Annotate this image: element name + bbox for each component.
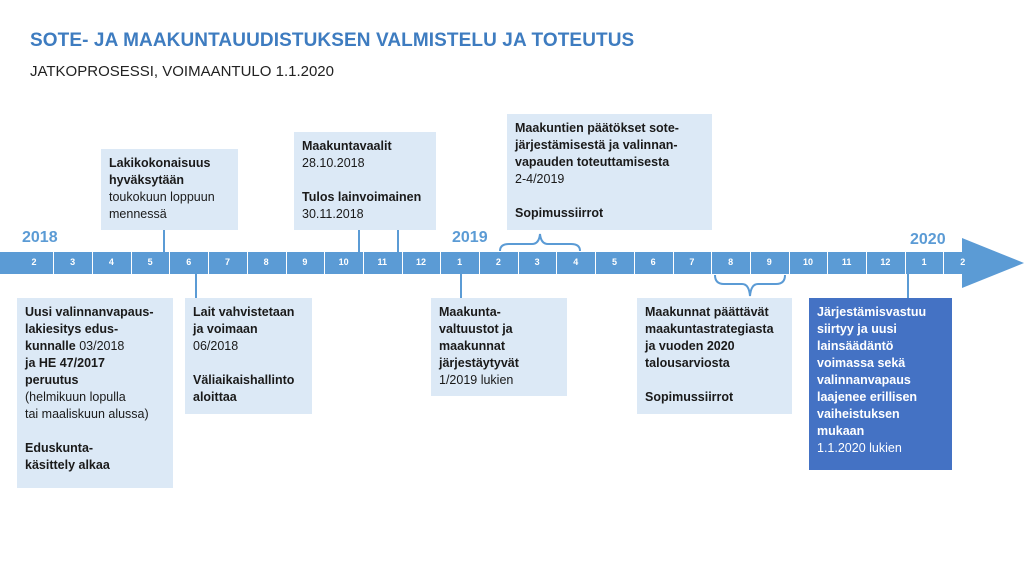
event-line: peruutus [25, 373, 79, 387]
event-line: vapauden toteuttamisesta [515, 155, 670, 169]
event-box-lakikokonaisuus [101, 149, 238, 230]
month-label: 6 [186, 257, 192, 267]
event-box-jarjestamisvastuu [809, 298, 952, 470]
event-line: 1/2019 lukien [439, 373, 514, 387]
event-line: laajenee erillisen [817, 390, 918, 404]
event-line [515, 188, 704, 205]
event-line: Lakikokonaisuus [109, 156, 211, 170]
event-line [193, 355, 304, 372]
month-label: 2 [495, 257, 501, 267]
year-label-2020: 2020 [910, 231, 946, 248]
event-line [25, 423, 165, 440]
event-box-maakuntien-paatokset [507, 114, 712, 230]
event-line: Järjestämisvastuu [817, 305, 927, 319]
connector-maakuntavaltuustot [460, 274, 462, 298]
month-tick [92, 252, 93, 274]
event-line [645, 372, 784, 389]
event-line: maakuntastrategiasta [645, 322, 774, 336]
event-line: järjestäytyvät [439, 356, 519, 370]
event-line: ja vuoden 2020 [645, 339, 735, 353]
month-tick [866, 252, 867, 274]
page-subtitle: JATKOPROSESSI, VOIMAANTULO 1.1.2020 [30, 63, 334, 80]
event-line: Sopimussiirrot [515, 206, 604, 220]
month-tick [905, 252, 906, 274]
event-line: 2-4/2019 [515, 172, 565, 186]
year-label-2018: 2018 [22, 229, 58, 246]
month-label: 7 [689, 257, 695, 267]
event-line: Lait vahvistetaan [193, 305, 295, 319]
event-line: järjestämisestä ja valinnan- [515, 138, 678, 152]
event-line: (helmikuun lopulla [25, 390, 126, 404]
event-line: käsittely alkaa [25, 458, 110, 472]
event-box-maakuntavaltuustot [431, 298, 567, 396]
event-line: Uusi valinnanvapaus- [25, 305, 154, 319]
event-line: toukokuun loppuun [109, 190, 215, 204]
connector-lakikokonaisuus [163, 230, 165, 252]
event-line: Väliaikaishallinto [193, 373, 295, 387]
event-line: Maakuntien päätökset sote- [515, 121, 679, 135]
event-line: voimassa sekä [817, 356, 906, 370]
event-line [302, 172, 428, 189]
month-tick [595, 252, 596, 274]
month-tick [53, 252, 54, 274]
event-line: Maakunnat päättävät [645, 305, 769, 319]
event-line: lainsäädäntö [817, 339, 894, 353]
year-label-2019: 2019 [452, 229, 488, 246]
event-line: Maakuntavaalit [302, 139, 392, 153]
month-label: 4 [573, 257, 579, 267]
event-line: Eduskunta- [25, 441, 94, 455]
connector-maakuntavaalit [358, 230, 360, 252]
brace-8-9-2019 [714, 274, 786, 298]
event-line: mennessä [109, 207, 167, 221]
connector-lait [195, 274, 197, 298]
month-tick [673, 252, 674, 274]
month-tick [711, 252, 712, 274]
event-line: vaiheistuksen [817, 407, 900, 421]
event-line: 06/2018 [193, 339, 239, 353]
month-label: 5 [611, 257, 617, 267]
event-line: tai maaliskuun alussa) [25, 407, 149, 421]
month-tick [518, 252, 519, 274]
event-line: hyväksytään [109, 173, 185, 187]
month-label: 11 [377, 257, 388, 267]
month-tick [750, 252, 751, 274]
event-line: Maakunta- [439, 305, 501, 319]
page-title: SOTE- JA MAAKUNTAUUDISTUKSEN VALMISTELU JA TOTEUTUS [30, 30, 635, 51]
month-label: 9 [302, 257, 308, 267]
month-label: 8 [263, 257, 269, 267]
month-tick [556, 252, 557, 274]
event-line: valtuustot ja [439, 322, 513, 336]
month-tick [479, 252, 480, 274]
month-label: 2 [31, 257, 37, 267]
month-label: 3 [534, 257, 540, 267]
connector-tulos [397, 230, 399, 252]
month-tick [208, 252, 209, 274]
event-line: ja voimaan [193, 322, 258, 336]
event-line: kunnalle 03/2018 [25, 339, 125, 353]
month-label: 10 [338, 257, 349, 267]
month-label: 1 [921, 257, 927, 267]
event-line: valinnanvapaus [817, 373, 911, 387]
month-tick [286, 252, 287, 274]
month-label: 12 [415, 257, 426, 267]
month-label: 2 [960, 257, 966, 267]
event-box-maakuntavaalit [294, 132, 436, 230]
month-label: 12 [880, 257, 891, 267]
month-tick [634, 252, 635, 274]
event-line: talousarviosta [645, 356, 730, 370]
month-tick [943, 252, 944, 274]
month-label: 5 [147, 257, 153, 267]
month-tick [324, 252, 325, 274]
event-box-valinnanvapauslakiesitys [17, 298, 173, 488]
event-line: Tulos lainvoimainen [302, 190, 422, 204]
event-line: maakunnat [439, 339, 505, 353]
month-label: 4 [108, 257, 114, 267]
month-tick [440, 252, 441, 274]
event-box-lait-vahvistetaan [185, 298, 312, 414]
month-label: 7 [224, 257, 230, 267]
event-line: ja HE 47/2017 [25, 356, 105, 370]
month-label: 10 [802, 257, 813, 267]
month-label: 6 [650, 257, 656, 267]
month-tick [789, 252, 790, 274]
month-label: 8 [728, 257, 734, 267]
event-line: mukaan [817, 424, 865, 438]
event-line: lakiesitys edus- [25, 322, 119, 336]
month-tick [169, 252, 170, 274]
month-tick [247, 252, 248, 274]
event-line: siirtyy ja uusi [817, 322, 897, 336]
event-line: 30.11.2018 [302, 207, 364, 221]
event-line: Sopimussiirrot [645, 390, 734, 404]
month-label: 11 [841, 257, 852, 267]
event-line: 28.10.2018 [302, 156, 365, 170]
event-line: aloittaa [193, 390, 237, 404]
connector-jarjestamisvastuu [907, 274, 909, 298]
event-line: 1.1.2020 lukien [817, 441, 902, 455]
month-label: 1 [457, 257, 463, 267]
month-tick [363, 252, 364, 274]
month-label: 3 [70, 257, 76, 267]
event-box-maakunnat-paattavat [637, 298, 792, 414]
month-tick [131, 252, 132, 274]
month-tick [402, 252, 403, 274]
month-tick [827, 252, 828, 274]
month-label: 9 [766, 257, 772, 267]
brace-2-4-2019 [499, 232, 581, 252]
